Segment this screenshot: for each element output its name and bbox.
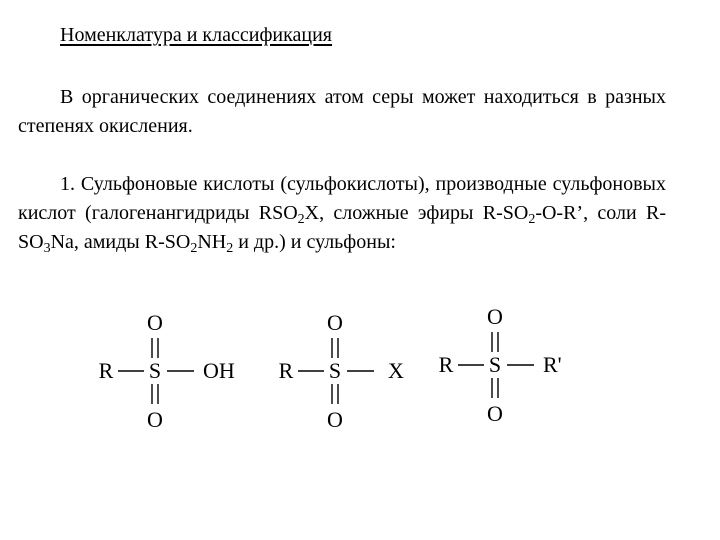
- sulfur-atom: S: [488, 352, 502, 377]
- oxygen-bottom: O: [147, 407, 163, 432]
- structure-sulfonyl-halide: [270, 300, 420, 445]
- sulfur-atom: S: [148, 358, 162, 383]
- section-heading: Номенклатура и классификация: [60, 24, 333, 46]
- substituent-right: R': [543, 352, 562, 377]
- paragraph-sulfonic-acids: 1. Сульфоновые кислоты (сульфокислоты), производные сульфоновых кислот (галогенангидриды $RSO_2X$, сложные эфиры $R-SO_2-O-R$’, соли $R-SO_3Na$, амиды $R-SO_2NH_2$ и др.) и сульфоны:: [18, 173, 666, 256]
- structure-sulfonic-acid: [90, 300, 250, 445]
- substituent-left: R: [438, 352, 454, 377]
- oxygen-bottom: O: [327, 407, 343, 432]
- paragraph-oxidation-states: В органических соединениях атом серы может находиться в разных степенях окисления.: [18, 86, 666, 137]
- substituent-right: X: [388, 358, 404, 383]
- substituent-right: OH: [203, 358, 235, 383]
- oxygen-top: O: [327, 310, 343, 335]
- oxygen-top: O: [487, 304, 503, 329]
- sulfur-atom: S: [328, 358, 342, 383]
- substituent-left: R: [98, 358, 114, 383]
- oxygen-bottom: O: [487, 401, 503, 426]
- oxygen-top: O: [147, 310, 163, 335]
- structure-sulfone: [430, 294, 580, 439]
- substituent-left: R: [278, 358, 294, 383]
